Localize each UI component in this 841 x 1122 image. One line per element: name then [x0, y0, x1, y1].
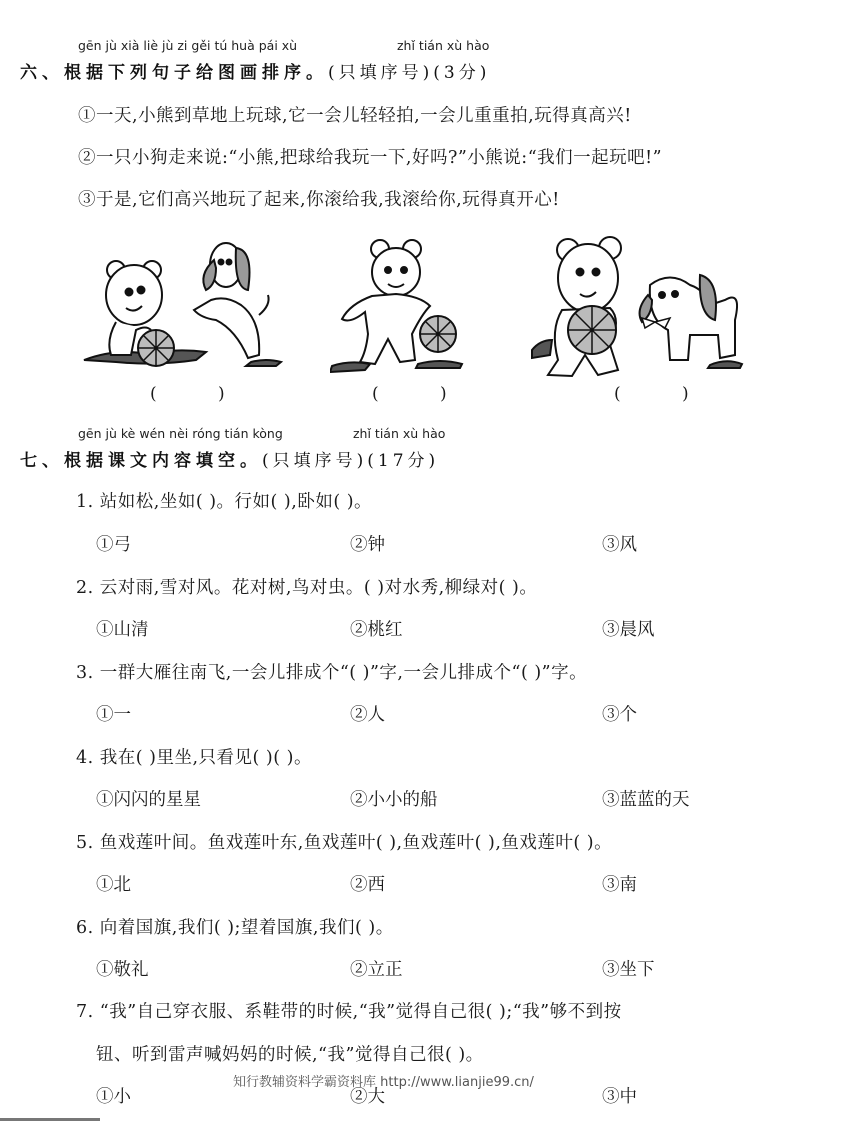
question-7-option-1: ①小: [96, 1087, 131, 1107]
section6-note: (只填序号)(3分): [328, 63, 491, 83]
question-6-text: 6. 向着国旗,我们( );望着国旗,我们( )。: [76, 918, 394, 938]
sentence-2: ②一只小狗走来说:“小熊,把球给我玩一下,好吗?”小熊说:“我们一起玩吧!”: [78, 148, 663, 168]
picture-2-bear-standing-illustration: [330, 234, 475, 374]
picture-2-answer-blank[interactable]: ( ): [372, 384, 475, 404]
question-1-text: 1. 站如松,坐如( )。行如( ),卧如( )。: [76, 492, 373, 512]
question-5-option-2: ②西: [350, 875, 385, 895]
section7-pinyin-note: zhǐ tián xù hào: [353, 426, 446, 441]
section6-pinyin: [78, 38, 297, 53]
section6-title: 六、根据下列句子给图画排序。: [20, 63, 328, 83]
question-4-option-2: ②小小的船: [350, 790, 438, 810]
question-6-option-2: ②立正: [350, 960, 403, 980]
question-1-option-3: ③风: [602, 535, 637, 555]
section7-title: 七、根据课文内容填空。: [20, 451, 262, 471]
question-3-option-3: ③个: [602, 705, 637, 725]
question-3-text: 3. 一群大雁往南飞,一会儿排成个“( )”字,一会儿排成个“( )”字。: [76, 663, 588, 683]
question-5-option-1: ①北: [96, 875, 131, 895]
section6-heading: [20, 58, 490, 83]
question-7-text: 7. “我”自己穿衣服、系鞋带的时候,“我”觉得自己很( );“我”够不到按: [76, 1002, 622, 1022]
picture-3-bear-and-dog-together-illustration: [530, 230, 750, 385]
question-1-option-1: ①弓: [96, 535, 131, 555]
question-2-option-2: ②桃红: [350, 620, 403, 640]
question-5-option-3: ③南: [602, 875, 637, 895]
question-3-option-1: ①一: [96, 705, 131, 725]
question-7-option-2: ②大: [350, 1087, 385, 1107]
question-4-text: 4. 我在( )里坐,只看见( )( )。: [76, 748, 312, 768]
question-5-text: 5. 鱼戏莲叶间。鱼戏莲叶东,鱼戏莲叶( ),鱼戏莲叶( ),鱼戏莲叶( )。: [76, 833, 613, 853]
question-7-text-continued: 钮、听到雷声喊妈妈的时候,“我”觉得自己很( )。: [96, 1045, 484, 1065]
question-4-option-1: ①闪闪的星星: [96, 790, 201, 810]
question-6-option-1: ①敬礼: [96, 960, 149, 980]
question-7-option-3: ③中: [602, 1087, 637, 1107]
question-2-option-1: ①山清: [96, 620, 149, 640]
question-2-option-3: ③晨风: [602, 620, 655, 640]
section6-pinyin-main: gēn jù xià liè jù zi gěi tú huà pái xù: [78, 38, 298, 53]
picture-3-answer-blank[interactable]: ( ): [614, 384, 717, 404]
sentence-1: ①一天,小熊到草地上玩球,它一会儿轻轻拍,一会儿重重拍,玩得真高兴!: [78, 106, 632, 126]
question-6-option-3: ③坐下: [602, 960, 655, 980]
sentence-3: ③于是,它们高兴地玩了起来,你滚给我,我滚给你,玩得真开心!: [78, 190, 560, 210]
question-3-option-2: ②人: [350, 705, 385, 725]
picture-1-bear-and-dog-illustration: [76, 230, 291, 380]
question-2-text: 2. 云对雨,雪对风。花对树,鸟对虫。( )对水秀,柳绿对( )。: [76, 578, 538, 598]
watermark: 知行教辅资料学霸资料库 http://www.lianjie99.cn/: [233, 1075, 534, 1090]
section7-heading: [20, 446, 439, 471]
question-1-option-2: ②钟: [350, 535, 385, 555]
section7-pinyin-main: gēn jù kè wén nèi róng tián kòng: [78, 426, 283, 441]
picture-1-answer-blank[interactable]: ( ): [150, 384, 253, 404]
question-4-option-3: ③蓝蓝的天: [602, 790, 690, 810]
page-corner-line: [0, 1118, 100, 1121]
section7-note: (只填序号)(17分): [262, 451, 440, 471]
section6-pinyin-note: zhǐ tián xù hào: [397, 38, 490, 53]
